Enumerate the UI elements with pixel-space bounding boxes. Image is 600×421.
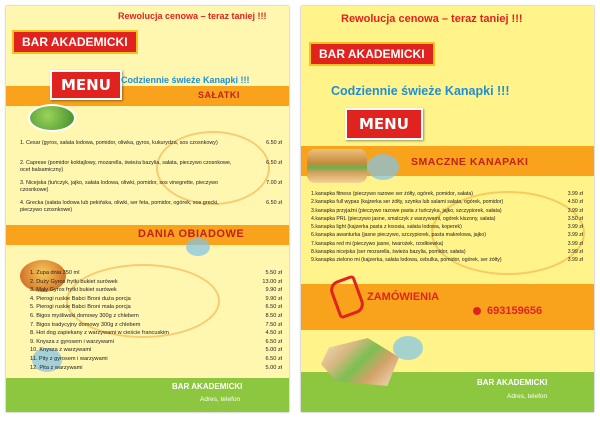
list-item: 3. Mały Gyros frytki bukiet surówek 9.90 zł xyxy=(30,287,282,294)
list-item: 2. Caprese (pomidor koktajlowy, mozarella, świeża bazylia, sałata, pieczywo czosnkowe, ocet balsamiczny) 6.50 zł xyxy=(20,160,282,173)
list-item: 3.kanapka przyjaźni (pieczywo razowe pasta z tuńczyka, jajko, szczypiorek, sałata) 3.99 zł xyxy=(311,207,583,214)
list-item: 9.kanapka zielono mi (kajzerka, sałata lodowa, cebulka, pomidor, ogórek, ser żółty) 3.99 zł xyxy=(311,257,583,264)
list-item: 4. Grecka (sałata lodowa lub pekińska, oliwki, ser feta, pomidor, ogórek, sos grecki, pieczywo czosnkowe) 6.50 zł xyxy=(20,200,282,213)
green-footer-bar xyxy=(6,378,289,412)
brand-logo: BAR AKADEMICKI xyxy=(309,42,435,66)
list-item: 12. Pita z warzywami 5.00 zł xyxy=(30,364,282,371)
list-item: 8.kanapka nicejska (ser mozarella, świeża bazylia, pomidor, sałata) 3.99 zł xyxy=(311,249,583,256)
slogan: Rewolucja cenowa – teraz taniej !!! xyxy=(118,11,267,21)
kanapki-list xyxy=(311,190,583,265)
list-item: 1. Zupa dnia 350 ml 5.50 zł xyxy=(30,270,282,276)
sandwich-photo xyxy=(307,149,367,183)
brand-logo: BAR AKADEMICKI xyxy=(12,30,138,54)
list-item: 4.kanapka PRL (pieczywo jasne, smalczyk z warzywami, ogórek kiszony, sałata) 3.50 zł xyxy=(311,215,583,222)
phone-bullet-icon xyxy=(473,307,481,315)
list-item: 3. Nicejska (tuńczyk, jajko, sałata lodowa, oliwki, pomidor, sos vinegrette, pieczywo czosnkowe) 7.00 zł xyxy=(20,180,282,193)
list-item: 6. Bigos myśliwski domowy 300g z chlebem 8.50 zł xyxy=(30,312,282,319)
salad-photo xyxy=(28,104,76,132)
list-item: 10. Knysza z warzywami 5.00 zł xyxy=(30,347,282,354)
order-label: ZAMÓWIENIA xyxy=(367,291,440,303)
orange-band-top xyxy=(6,86,289,106)
tagline: Codziennie świeże Kanapki !!! xyxy=(331,84,510,98)
list-item: 11. Pity z gyrosem i warzywami 6.50 zł xyxy=(30,355,282,362)
menu-badge: MENU xyxy=(345,108,423,140)
phone-number xyxy=(473,305,542,317)
list-item: 1. Cesar (gyros, sałata lodowa, pomidor, oliwka, gyros, kukurydza, sos czosnkowy) 6.50 zł xyxy=(20,140,282,146)
list-item: 4. Pierogi ruskie Babci Broni duża porcja 9.90 zł xyxy=(30,295,282,302)
section-title-dania: DANIA OBIADOWE xyxy=(138,228,245,240)
footer-brand: BAR AKADEMICKI xyxy=(172,382,243,391)
right-menu-page xyxy=(301,6,594,412)
section-title-salads: SAŁATKI xyxy=(198,90,240,100)
list-item: 7.kanapka red mi (pieczywo jasne, twarożek, rzodkiewka) 3.99 zł xyxy=(311,240,583,247)
paint-splash-decoration xyxy=(367,154,399,180)
list-item: 5. Pierogi ruskie Babci Broni mała porcja 6.50 zł xyxy=(30,304,282,311)
phone-number-text: 693159656 xyxy=(487,305,543,317)
section-title-kanapki: SMACZNE KANAPAKI xyxy=(411,156,529,168)
footer-brand: BAR AKADEMICKI xyxy=(477,378,548,387)
list-item: 2.kanapka full wypas (kajzerka ser żółty, szynka lub salami sałata, ogórek, pomidor) 4.50 zł xyxy=(311,199,583,206)
salads-list xyxy=(20,140,282,220)
list-item: 2. Duży Gyros frytki bukiet surówek 13.00 zł xyxy=(30,278,282,285)
list-item: 6.kanapka awanturka (jasne pieczywo, szczypiorek, pasta makrelowa, jajko) 3.99 zł xyxy=(311,232,583,239)
dania-list xyxy=(30,269,282,372)
paint-splash-decoration xyxy=(186,238,210,256)
list-item: 5.kanapka light (kajzerka pasta z łososia, sałata lodowa, koperek) 3.99 zł xyxy=(311,224,583,231)
left-menu-page xyxy=(6,6,289,412)
list-item: 7. Bigos tradycyjny domowy 300g z chlebem 7.50 zł xyxy=(30,321,282,328)
list-item: 8. Hot dog zapiekany z warzywami w cieście francuskim 4.50 zł xyxy=(30,330,282,337)
tagline: Codziennie świeże Kanapki !!! xyxy=(121,75,250,85)
list-item: 1.kanapka fitness (pieczywo razowe ser żółty, ogórek, pomidor, sałata) 3.99 zł xyxy=(311,191,583,197)
slogan: Rewolucja cenowa – teraz taniej !!! xyxy=(341,13,523,25)
menu-badge: MENU xyxy=(50,70,122,100)
list-item: 9. Knysza z gyrosem i warzywami 6.50 zł xyxy=(30,338,282,345)
footer-address: Adres, telefon xyxy=(507,393,548,400)
footer-address: Adres, telefon xyxy=(200,396,241,403)
